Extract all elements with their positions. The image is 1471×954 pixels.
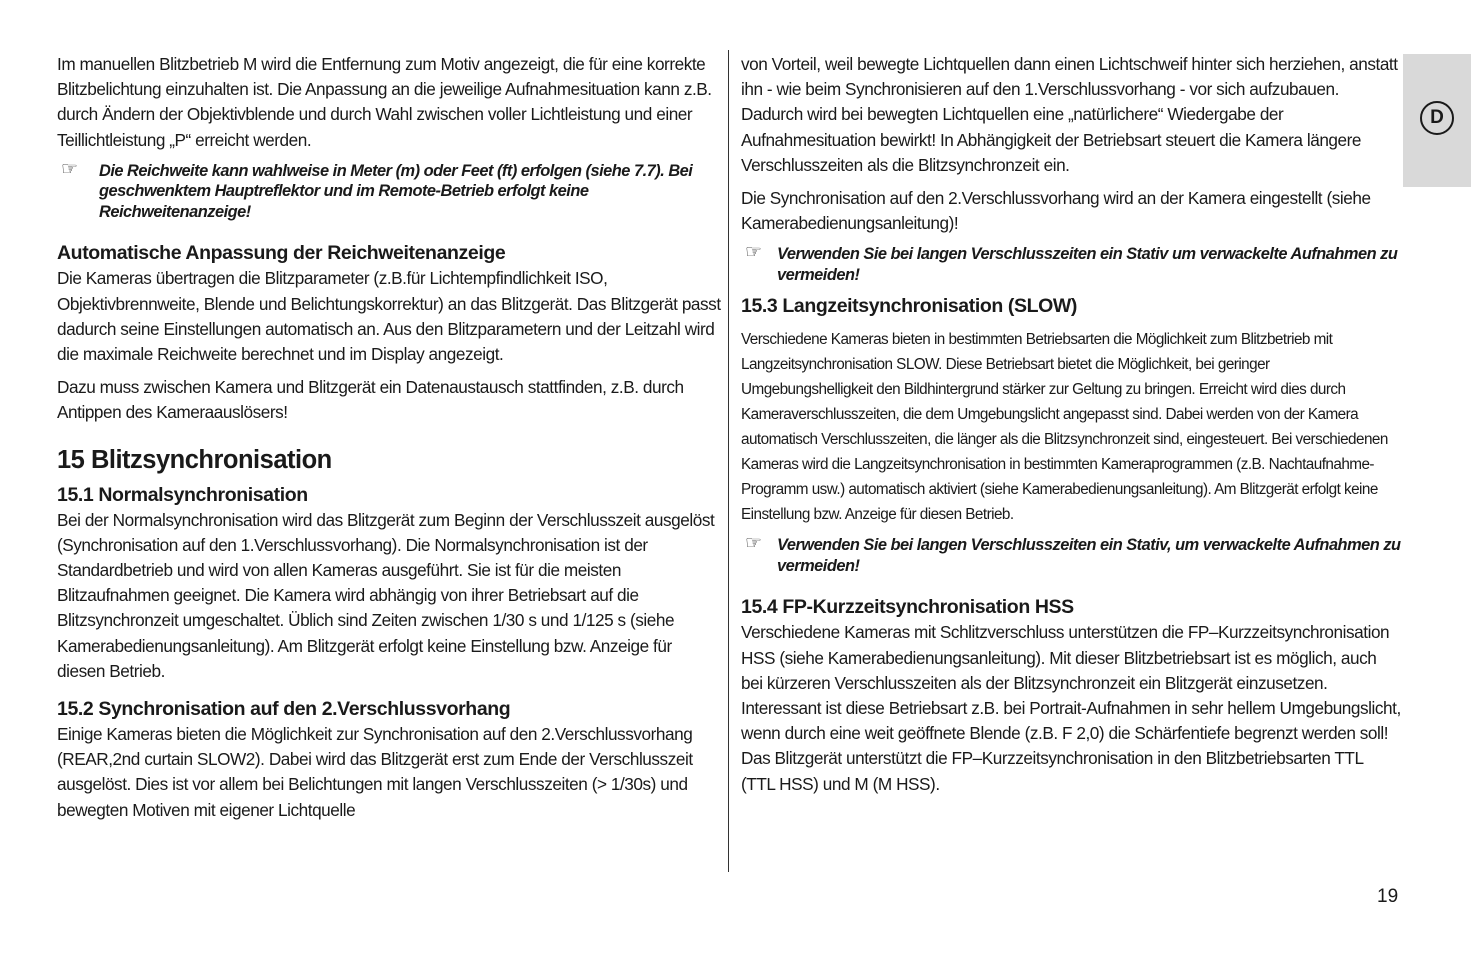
data-exchange-paragraph: Dazu muss zwischen Kamera und Blitzgerät ein Datenaustausch stattfinden, z.B. durch Antippen des Kameraauslösers! bbox=[57, 377, 684, 423]
note-tripod-1 bbox=[741, 244, 1401, 285]
note-range-units bbox=[57, 158, 721, 223]
page-number: 19 bbox=[1377, 886, 1399, 907]
heading-auto-range: Automatische Anpassung der Reichweitenanzeige bbox=[57, 242, 506, 265]
note-tripod-2 bbox=[741, 535, 1401, 576]
column-divider bbox=[728, 50, 729, 872]
note-text: Die Reichweite kann wahlweise in Meter (m) oder Feet (ft) erfolgen (siehe 7.7). Bei geschwenktem Hauptreflektor und im Remote-Betrieb erfolgt keine Reichweitenanzeige! bbox=[99, 161, 693, 221]
heading-15-1: 15.1 Normalsynchronisation bbox=[57, 483, 308, 506]
paragraph-15-1: Bei der Normalsynchronisation wird das Blitzgerät zum Beginn der Verschlusszeit ausgelöst (Synchronisation auf den 1.Verschlussvorhang). Die Normalsynchronisation ist der Standardbetrieb und wird von allen Kameras ausgeführt. Sie ist für die meisten Blitzaufnahmen geeignet. Die Kamera wird abhängig von ihrer Betriebsart auf die Blitzsynchronzeit umgeschaltet. Üblich sind Zeiten zwischen 1/30 s und 1/125 s (siehe Kamerabedienungsanleitung). Am Blitzgerät erfolgt keine Einstellung bzw. Anzeige für diesen Betrieb. bbox=[57, 509, 715, 681]
note-text: Verwenden Sie bei langen Verschlusszeiten ein Stativ um verwackelte Aufnahmen zu vermeiden! bbox=[777, 245, 1398, 284]
paragraph-15-2: Einige Kameras bieten die Möglichkeit zur Synchronisation auf den 2.Verschlussvorhang (REAR,2nd curtain SLOW2). Dabei wird das Blitzgerät erst zum Ende der Verschlusszeit ausgelöst. Dies ist vor allem bei Belichtungen mit langen Verschlusszeiten (> 1/30s) und bewegten Motiven mit eigener Lichtquelle bbox=[57, 723, 693, 820]
language-tab-letter: D bbox=[1420, 101, 1454, 135]
auto-range-paragraph: Die Kameras übertragen die Blitzparameter (z.B.für Lichtempfindlichkeit ISO, Objektivbrennweite, Blende und Belichtungskorrektur) an das Blitzgerät. Das Blitzgerät passt dadurch seine Einstellungen automatisch an. Aus den Blitzparametern und der Leitzahl wird die maximale Reichweite berechnet und im Display angezeigt. bbox=[57, 268, 721, 364]
left-column bbox=[57, 52, 721, 823]
continued-paragraph: von Vorteil, weil bewegte Lichtquellen dann einen Lichtschweif hinter sich herziehen, anstatt ihn - wie beim Synchronisieren auf den 1.Verschlussvorhang - vor sich aufzubauen. Dadurch wird bei bewegten Lichtquellen eine „natürlichere“ Wiedergabe der Aufnahmesituation bewirkt! In Abhängigkeit der Betriebsart steuert die Kamera längere Verschlusszeiten als die Blitzsynchronzeit ein. bbox=[741, 54, 1398, 175]
note-text: Verwenden Sie bei langen Verschlusszeiten ein Stativ, um verwackelte Aufnahmen zu vermeiden! bbox=[777, 536, 1401, 575]
paragraph-15-3: Verschiedene Kameras bieten in bestimmten Betriebsarten die Möglichkeit zum Blitzbetrieb mit Langzeitsynchronisation SLOW. Diese Betriebsart bietet die Möglichkeit, bei geringer Umgebungshelligkeit den Bildhintergrund stärker zur Geltung zu bringen. Erreicht wird dies durch Kameraverschlusszeiten, die dem Umgebungslicht angepasst sind. Dabei werden von der Kamera automatisch Verschlusszeiten, die länger als die Blitzsynchronzeit sind, eingesteuert. Bei verschiedenen Kameras wird die Langzeitsynchronisation in bestimmten Kameraprogrammen (z.B. Nachtaufnahme-Programm usw.) automatisch aktiviert (siehe Kamerabedienungsanleitung). Am Blitzgerät erfolgt keine Einstellung bzw. Anzeige für diesen Betrieb. bbox=[741, 331, 1388, 524]
setting-paragraph: Die Synchronisation auf den 2.Verschlussvorhang wird an der Kamera eingestellt (siehe Kamerabedienungsanleitung)! bbox=[741, 188, 1371, 234]
heading-15-3: 15.3 Langzeitsynchronisation (SLOW) bbox=[741, 295, 1077, 318]
paragraph-15-4: Verschiedene Kameras mit Schlitzverschluss unterstützen die FP–Kurzzeitsynchronisation HSS (siehe Kamerabedienungsanleitung). Mit dieser Blitzbetriebsart ist es möglich, auch bei kürzeren Verschlusszeiten als der Blitzsynchronzeit ein Blitzgerät einzusetzen. Interessant ist diese Betriebsart z.B. bei Portrait-Aufnahmen in sehr hellem Umgebungslicht, wenn durch eine weit geöffnete Blende (z.B. F 2,0) die Schärfentiefe begrenzt werden soll! Das Blitzgerät unterstützt die FP–Kurzzeitsynchronisation in den Blitzbetriebsarten TTL (TTL HSS) und M (M HSS). bbox=[741, 622, 1401, 794]
chapter-title: 15 Blitzsynchronisation bbox=[57, 445, 332, 474]
right-column bbox=[741, 52, 1401, 797]
hand-pointing-icon: ☞ bbox=[61, 158, 78, 180]
heading-15-2: 15.2 Synchronisation auf den 2.Verschlussvorhang bbox=[57, 697, 511, 720]
intro-paragraph: Im manuellen Blitzbetrieb M wird die Entfernung zum Motiv angezeigt, die für eine korrekte Blitzbelichtung einzuhalten ist. Die Anpassung an die jeweilige Aufnahmesituation kann z.B. durch Ändern der Objektivblende und durch Wahl zwischen voller Lichtleistung und einer Teillichtleistung „P“ erreicht werden. bbox=[57, 54, 712, 150]
hand-pointing-icon: ☞ bbox=[745, 242, 762, 264]
language-tab bbox=[1403, 54, 1471, 187]
hand-pointing-icon: ☞ bbox=[745, 533, 762, 555]
heading-15-4: 15.4 FP-Kurzzeitsynchronisation HSS bbox=[741, 596, 1074, 619]
